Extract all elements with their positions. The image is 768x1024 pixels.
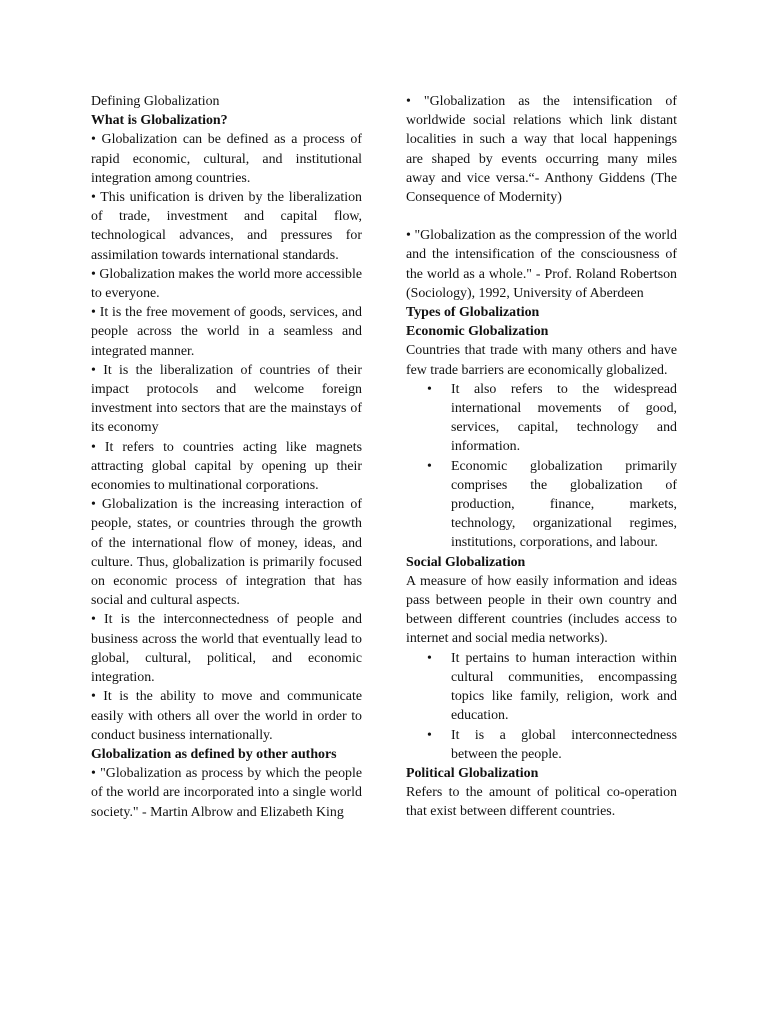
political-globalization-text: Refers to the amount of political co-operation that exist between different countries. bbox=[406, 785, 677, 820]
robertson-quote: • "Globalization as the compression of the world and the intensification of the consciousness of the world as a whole." - Prof. Roland Robertson (Sociology), 1992, University of Aberdeen bbox=[406, 228, 677, 301]
economic-bullet-list bbox=[406, 380, 677, 553]
political-globalization-heading: Political Globalization bbox=[406, 765, 539, 781]
social-bullet-list bbox=[406, 649, 677, 764]
definition-paragraph: • It is the free movement of goods, services, and people across the world in a seamless and integrated manner. bbox=[91, 305, 362, 359]
economic-globalization-heading: Economic Globalization bbox=[406, 324, 549, 340]
giddens-quote: • "Globalization as the intensification of worldwide social relations which link distant localities in such a way that local happenings are shaped by events occurring many miles away and vice versa.“- Anthony Giddens (The Consequence of Modernity) bbox=[406, 94, 677, 206]
definition-paragraph: • This unification is driven by the liberalization of trade, investment and capital flow, technological advances, and pressures for assimilation towards international standards. bbox=[91, 190, 362, 263]
document-title: Defining Globalization bbox=[91, 94, 220, 109]
albrow-quote: • "Globalization as process by which the people of the world are incorporated into a single world society." - Martin Albrow and Elizabeth King bbox=[91, 766, 362, 820]
definition-paragraph: • It is the interconnectedness of people and business across the world that eventually lead to global, cultural, political, and economic integration. bbox=[91, 612, 362, 686]
definition-paragraph: • It is the liberalization of countries of their impact protocols and welcome foreign investment into sectors that are the mainstays of its economy bbox=[91, 362, 362, 436]
definition-paragraph: • Globalization is the increasing interaction of people, states, or countries through the growth of the international flow of money, ideas, and culture. Thus, globalization is primarily focused on economic process of integration that has social and cultural aspects. bbox=[91, 497, 362, 609]
other-authors-heading: Globalization as defined by other authors bbox=[91, 746, 337, 762]
types-of-globalization-heading: Types of Globalization bbox=[406, 305, 540, 321]
what-is-globalization-heading: What is Globalization? bbox=[91, 113, 228, 129]
social-globalization-text: A measure of how easily information and ideas pass between people in their own country and between different countries (includes access to internet and social media networks). bbox=[406, 573, 677, 647]
definition-paragraph: • Globalization can be defined as a process of rapid economic, cultural, and institutional integration among countries. bbox=[91, 132, 362, 186]
list-item: • Economic globalization primarily comprises the globalization of production, finance, markets, technology, organizational regimes, institutions, corporations, and labour. bbox=[451, 457, 677, 553]
definition-paragraph: • Globalization makes the world more accessible to everyone. bbox=[91, 266, 363, 302]
definition-paragraph: • It is the ability to move and communicate easily with others all over the world in order to conduct business internationally. bbox=[91, 689, 362, 743]
list-item: • It is a global interconnectedness between the people. bbox=[451, 726, 677, 764]
right-column bbox=[406, 92, 677, 822]
list-item: • It also refers to the widespread international movements of good, services, capital, technology and information. bbox=[451, 380, 677, 457]
economic-globalization-text: Countries that trade with many others and have few trade barriers are economically globalized. bbox=[406, 343, 677, 378]
list-item: • It pertains to human interaction within cultural communities, encompassing topics like family, religion, work and education. bbox=[451, 649, 677, 726]
left-column bbox=[91, 92, 362, 822]
social-globalization-heading: Social Globalization bbox=[406, 554, 526, 570]
definition-paragraph: • It refers to countries acting like magnets attracting global capital by opening up their economies to multinational corporations. bbox=[91, 439, 362, 494]
